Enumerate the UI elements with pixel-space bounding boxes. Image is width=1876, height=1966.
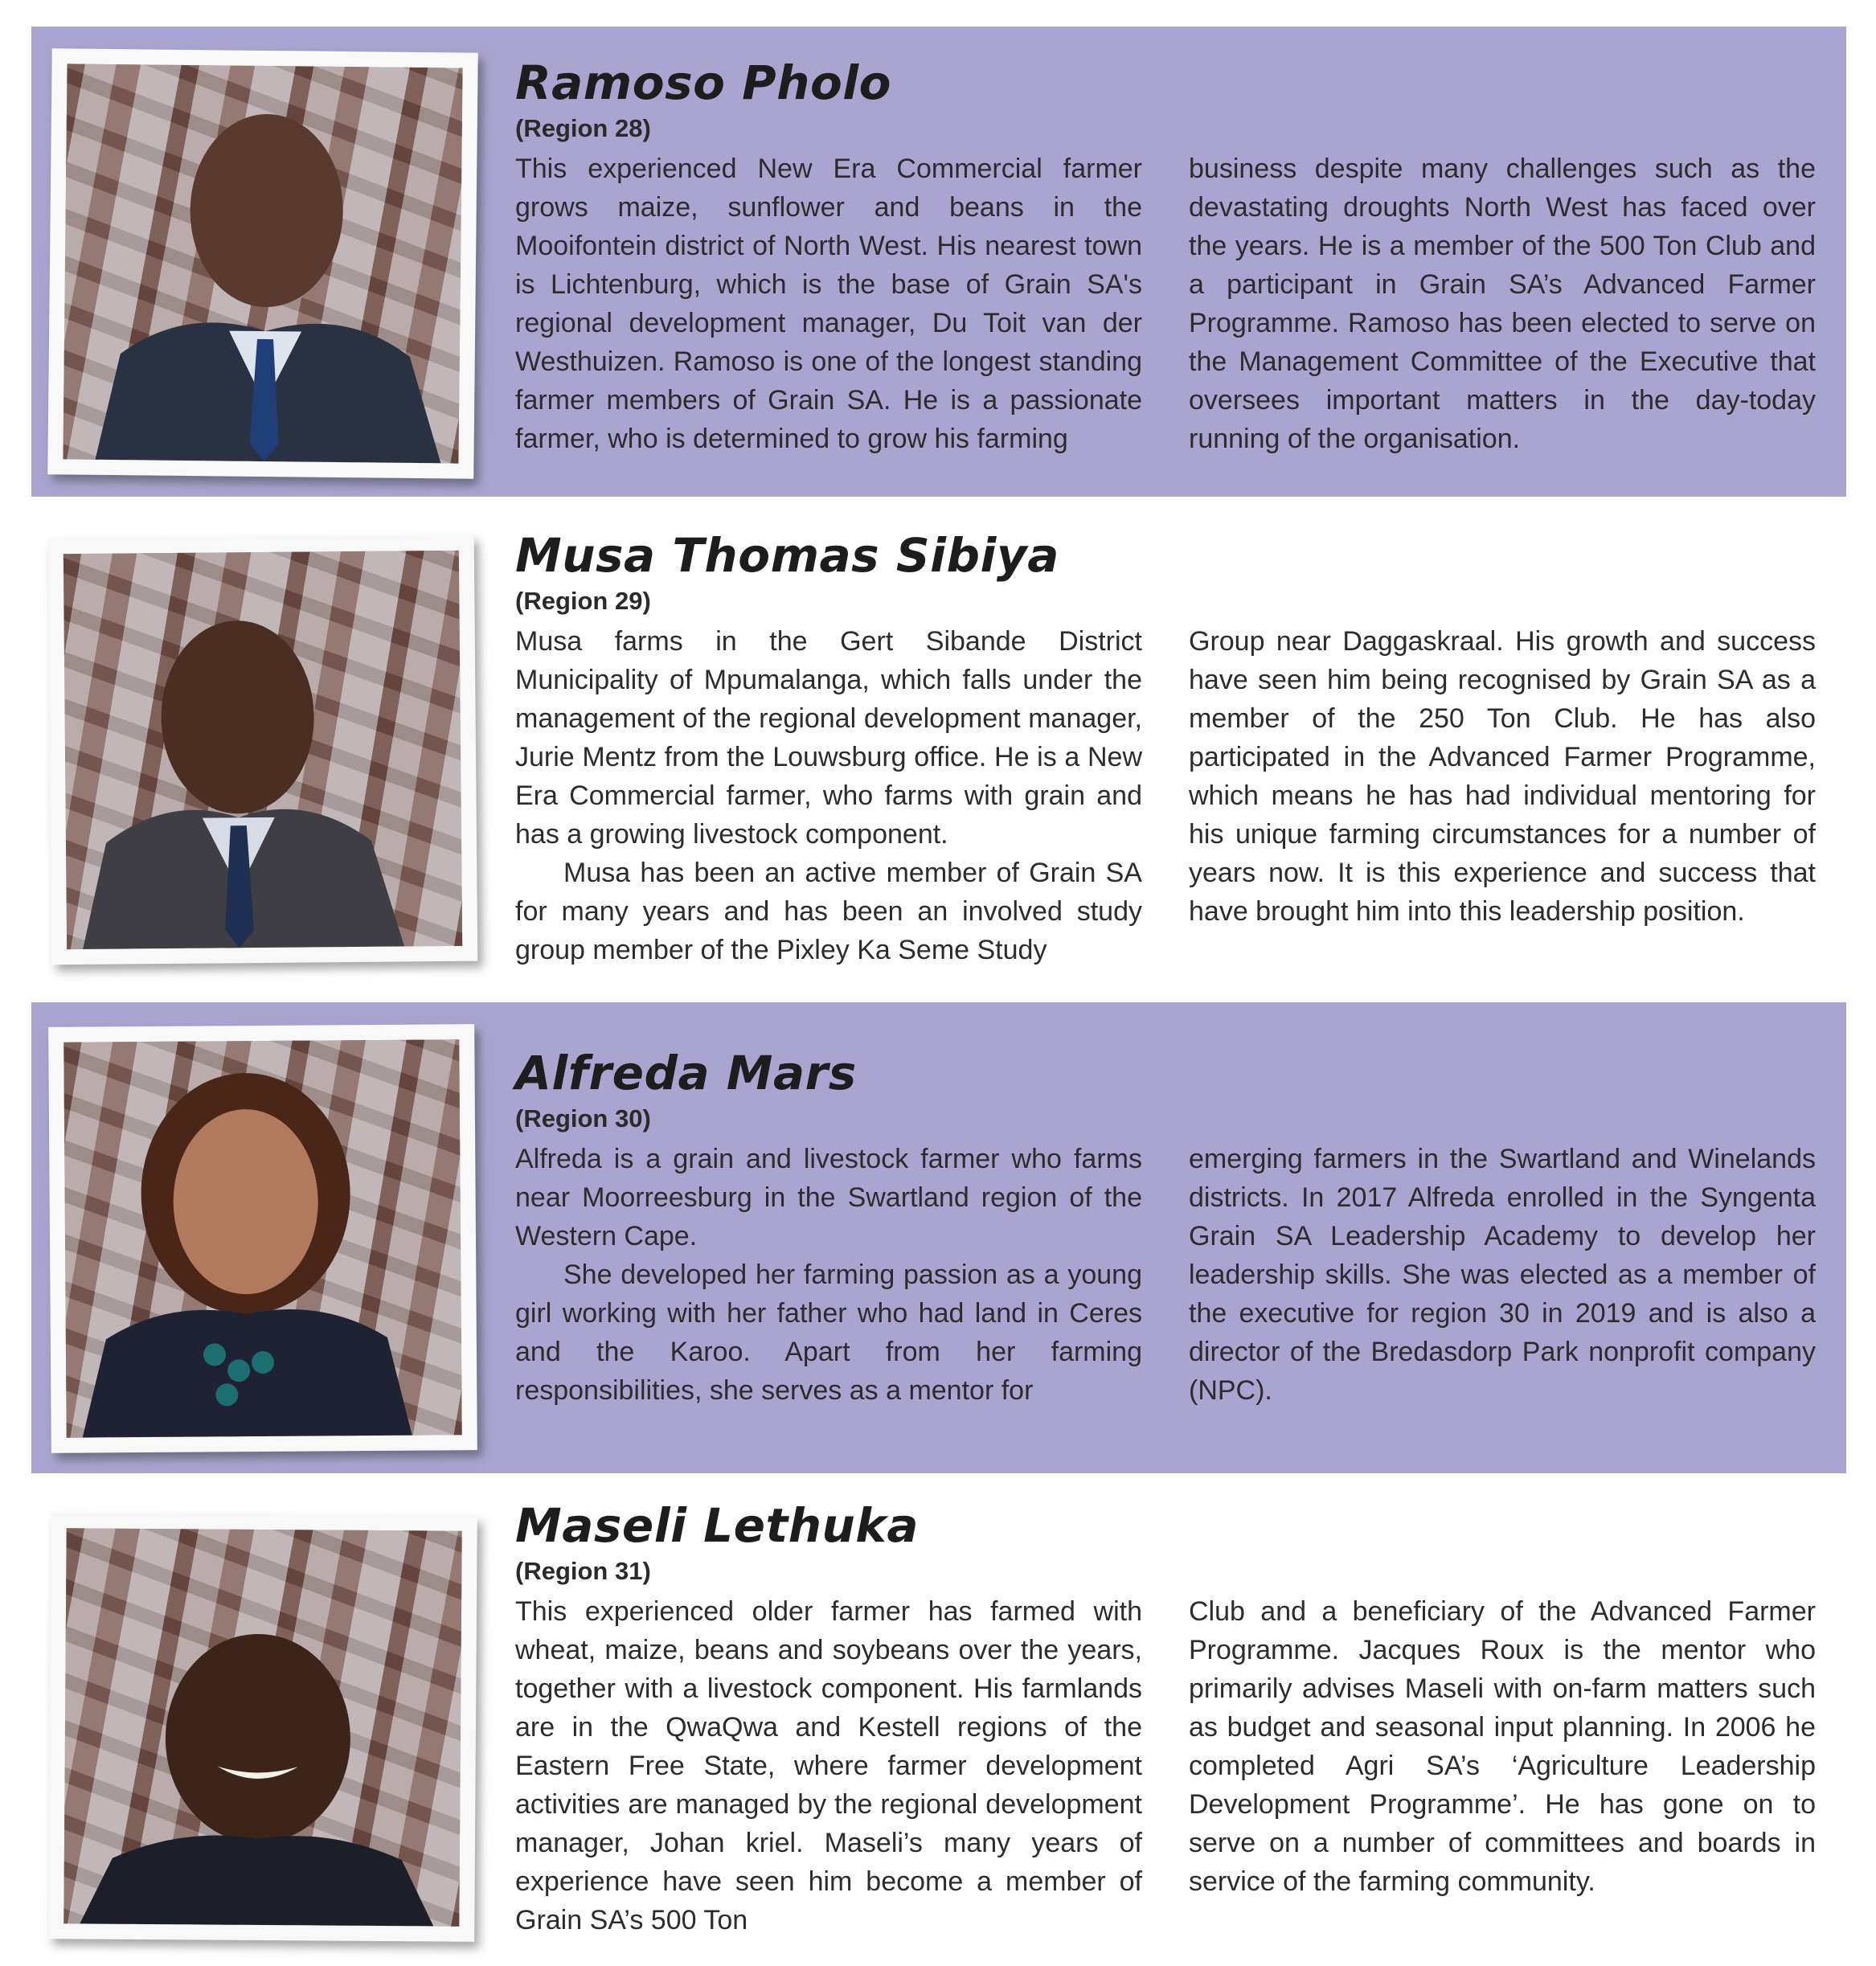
portrait-photo <box>63 63 462 463</box>
profile-region: (Region 31) <box>515 1557 651 1585</box>
bio-column-right <box>1189 1592 1816 1901</box>
bio-column-right <box>1189 149 1816 458</box>
bio-paragraph: Group near Daggaskraal. His growth and success have seen him being recognised by Grain SA as a member of the 250 Ton Club. He has also participated in the Advanced Farmer Programme, which means he has had individual mentoring for his unique farming circumstances for a number of years now. It is this experience and success that have brought him into this leadership position. <box>1189 626 1816 927</box>
profile-region: (Region 30) <box>515 1104 651 1132</box>
bio-paragraph: Alfreda is a grain and livestock farmer who farms near Moorreesburg in the Swartland region of the Western Cape. <box>515 1144 1142 1251</box>
portrait-photo <box>63 551 462 949</box>
portrait-photo <box>63 1039 461 1437</box>
bio-column-left <box>515 1592 1142 1939</box>
bio-paragraph: Musa has been an active member of Grain SA for many years and has been an involved study group member of the Pixley Ka Seme Study <box>515 858 1142 965</box>
portrait-photo <box>63 1528 461 1926</box>
bio-paragraph: emerging farmers in the Swartland and Winelands districts. In 2017 Alfreda enrolled in the Syngenta Grain SA Leadership Academy to develop her leadership skills. She was elected as a member of the executive for region 30 in 2019 and is also a director of the Bredasdorp Park nonprofit company (NPC). <box>1189 1144 1816 1406</box>
profile-name: Musa Thomas Sibiya <box>515 528 1059 583</box>
profile-region: (Region 29) <box>515 587 651 615</box>
bio-paragraph: This experienced New Era Commercial farmer grows maize, sunflower and beans in the Mooifontein district of North West. His nearest town is Lichtenburg, which is the base of Grain SA's regional development manager, Du Toit van der Westhuizen. Ramoso is one of the longest standing farmer members of Grain SA. He is a passionate farmer, who is determined to grow his farming <box>515 154 1142 454</box>
profile-region: (Region 28) <box>515 114 651 142</box>
bio-paragraph: This experienced older farmer has farmed with wheat, maize, beans and soybeans over the years, together with a livestock component. His farmlands are in the QwaQwa and Kestell regions of the Eastern Free State, where farmer development activities are managed by the regional development manager, Johan kriel. Maseli’s many years of experience have seen him become a member of Grain SA’s 500 Ton <box>515 1596 1142 1935</box>
profile-name: Alfreda Mars <box>515 1046 857 1100</box>
bio-column-right <box>1189 622 1816 931</box>
bio-column-left <box>515 622 1142 969</box>
bio-column-left <box>515 1140 1142 1410</box>
bio-column-right <box>1189 1140 1816 1410</box>
profile-name: Ramoso Pholo <box>515 55 892 110</box>
portrait-photo-frame <box>48 1513 477 1942</box>
bio-paragraph: Club and a beneficiary of the Advanced Farmer Programme. Jacques Roux is the mentor who primarily advises Maseli with on-farm matters such as budget and seasonal input planning. In 2006 he completed Agri SA’s ‘Agriculture Leadership Development Programme’. He has gone on to serve on a number of committees and boards in service of the farming community. <box>1189 1596 1816 1897</box>
portrait-photo-frame <box>48 535 478 965</box>
bio-column-left <box>515 149 1142 458</box>
bio-paragraph: She developed her farming passion as a young girl working with her father who had land in Ceres and the Karoo. Apart from her farming responsibilities, she serves as a mentor for <box>515 1259 1142 1406</box>
bio-paragraph: business despite many challenges such as the devastating droughts North West has faced over the years. He is a member of the 500 Ton Club and a participant in Grain SA’s Advanced Farmer Programme. Ramoso has been elected to serve on the Management Committee of the Executive that oversees important matters in the day-today running of the organisation. <box>1189 154 1816 454</box>
profile-name: Maseli Lethuka <box>515 1498 919 1553</box>
portrait-photo-frame <box>47 48 478 479</box>
portrait-photo-frame <box>48 1024 477 1453</box>
bio-paragraph: Musa farms in the Gert Sibande District Municipality of Mpumalanga, which falls under the management of the regional development manager, Jurie Mentz from the Louwsburg office. He is a New Era Commercial farmer, who farms with grain and has a growing livestock component. <box>515 626 1142 850</box>
